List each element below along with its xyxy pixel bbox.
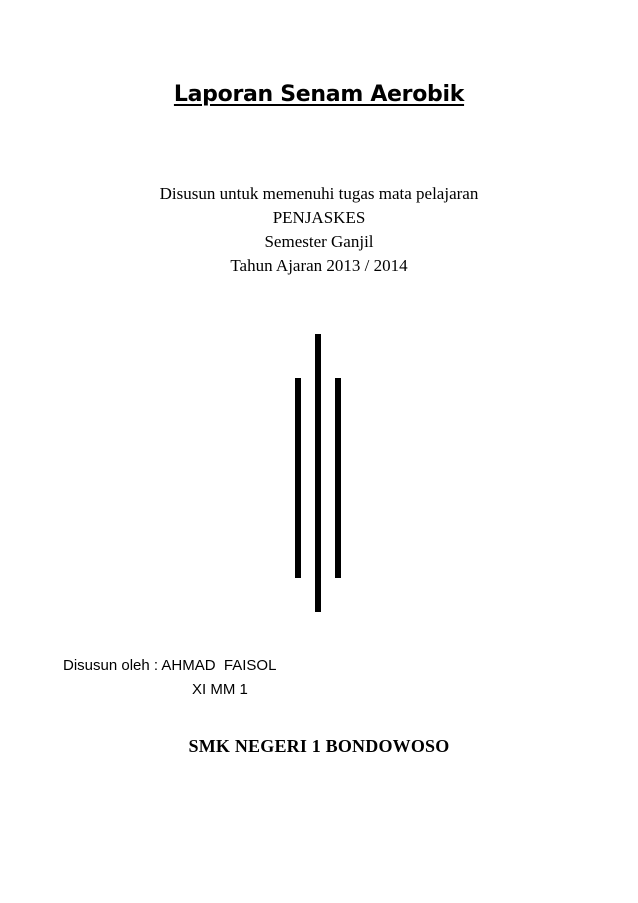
author-separator: :	[153, 657, 159, 674]
document-title: Laporan Senam Aerobik	[173, 82, 465, 107]
decorative-bar-center	[315, 334, 321, 612]
school-name: SMK NEGERI 1 BONDOWOSO	[188, 736, 450, 756]
purpose-line-academic-year: Tahun Ajaran 2013 / 2014	[230, 256, 408, 275]
purpose-line-subject: PENJASKES	[272, 208, 366, 227]
decorative-bar-right	[335, 378, 341, 578]
author-label: Disusun oleh	[63, 657, 150, 674]
author-class: XI MM 1	[192, 681, 248, 698]
author-name: AHMAD FAISOL	[161, 657, 277, 674]
author-line	[63, 654, 276, 678]
purpose-line-subject-intro: Disusun untuk memenuhi tugas mata pelajaran	[159, 184, 479, 203]
purpose-block	[0, 182, 638, 278]
purpose-line-semester: Semester Ganjil	[264, 232, 374, 251]
decorative-bar-left	[295, 378, 301, 578]
